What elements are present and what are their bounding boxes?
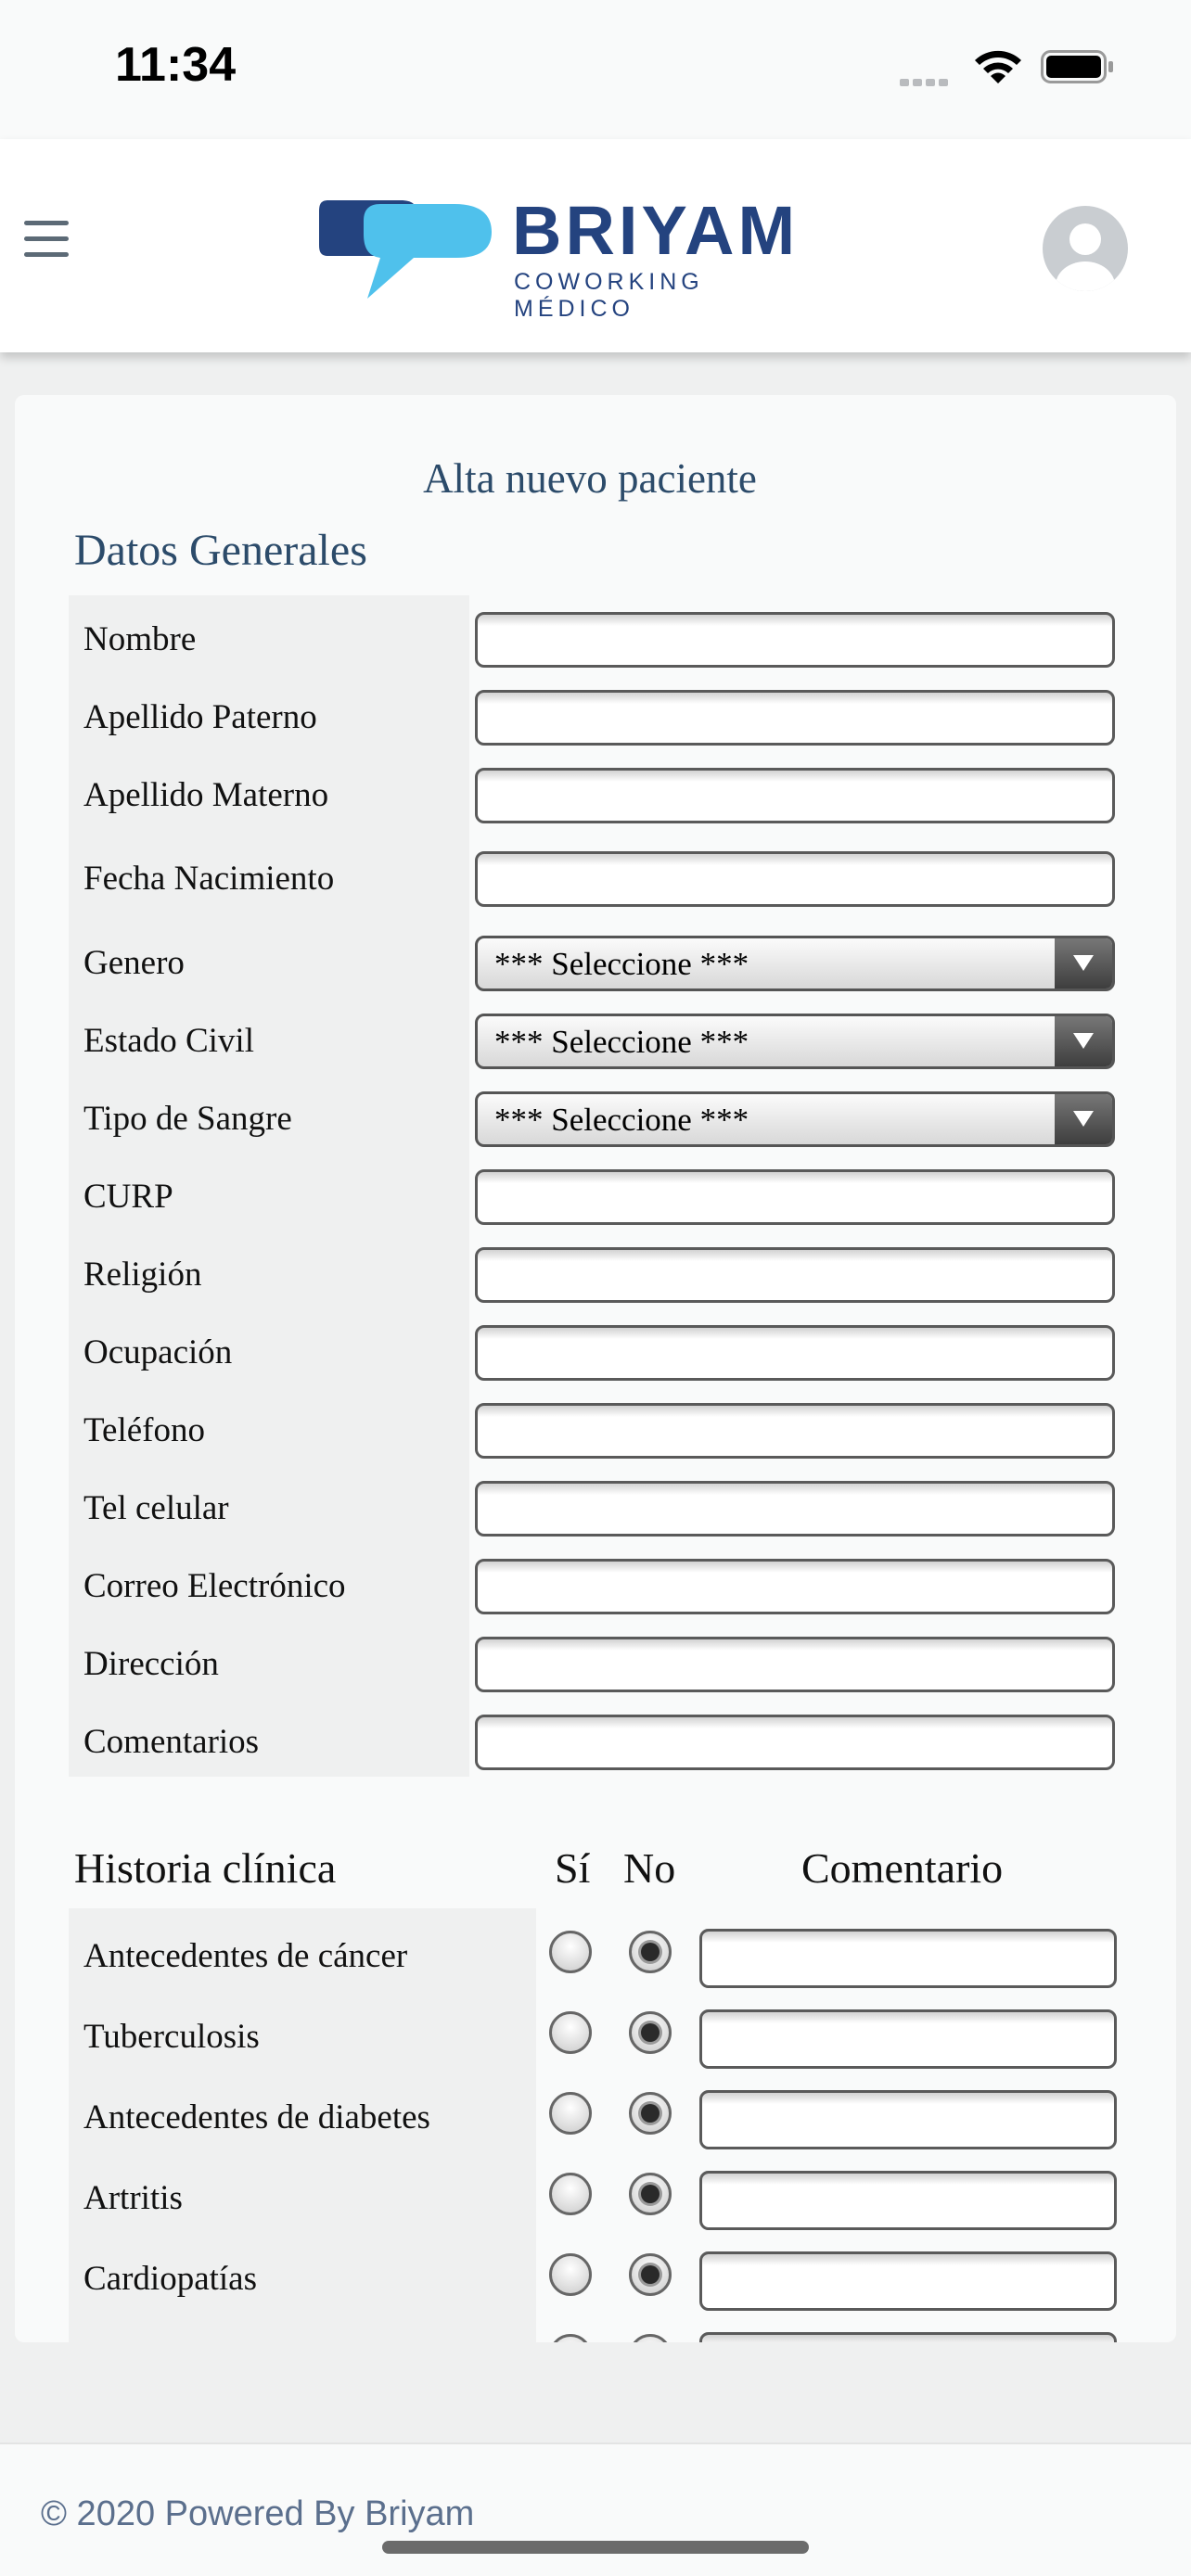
battery-icon (1041, 50, 1115, 83)
history-col-no: No (623, 1844, 676, 1892)
select-value: *** Seleccione *** (494, 1024, 749, 1060)
status-bar (0, 0, 1191, 139)
radio-si[interactable] (549, 2011, 592, 2054)
footer (0, 2442, 1191, 2576)
radio-si[interactable] (549, 1931, 592, 1973)
logo-bubble-icon (315, 197, 501, 304)
history-row-cancer (15, 1916, 1165, 1996)
history-row-artritis (15, 2158, 1165, 2238)
religion-input[interactable] (475, 1247, 1115, 1303)
field-label: Estado Civil (83, 1022, 254, 1060)
fecha-nacimiento-input[interactable] (475, 851, 1115, 907)
genero-select[interactable] (475, 936, 1115, 991)
tel-celular-input[interactable] (475, 1481, 1115, 1537)
chevron-down-icon (1055, 1094, 1112, 1144)
field-genero (15, 926, 1165, 1004)
radio-no[interactable] (629, 2334, 672, 2342)
radio-si[interactable] (549, 2092, 592, 2135)
radio-no[interactable] (629, 2173, 672, 2215)
history-label: Tuberculosis (83, 2018, 260, 2056)
field-direccion (15, 1627, 1165, 1705)
field-label: Apellido Paterno (83, 698, 317, 736)
apellido-materno-input[interactable] (475, 768, 1115, 823)
correo-input[interactable] (475, 1559, 1115, 1614)
history-label: Cardiopatías (83, 2260, 258, 2298)
history-header (15, 1843, 1165, 1908)
telefono-input[interactable] (475, 1403, 1115, 1459)
history-comment-input[interactable] (699, 2009, 1117, 2069)
home-indicator[interactable] (382, 2541, 809, 2554)
field-label: Apellido Materno (83, 776, 329, 814)
curp-input[interactable] (475, 1169, 1115, 1225)
field-label: Tipo de Sangre (83, 1100, 292, 1138)
radio-no[interactable] (629, 1931, 672, 1973)
field-telefono (15, 1394, 1165, 1472)
ocupacion-input[interactable] (475, 1325, 1115, 1381)
status-time: 11:34 (115, 38, 237, 92)
brand-name: BRIYAM (512, 192, 800, 269)
history-label: Antecedentes de diabetes (83, 2098, 430, 2136)
field-label: Tel celular (83, 1489, 229, 1527)
history-row-tuberculosis (15, 1996, 1165, 2077)
radio-si[interactable] (549, 2334, 592, 2342)
history-row-diabetes (15, 2077, 1165, 2158)
field-nombre (15, 603, 1165, 681)
comentarios-input[interactable] (475, 1715, 1115, 1770)
page-title: Alta nuevo paciente (423, 455, 757, 502)
history-section-title: Historia clínica (74, 1844, 337, 1892)
field-fecha-nacimiento (15, 842, 1165, 920)
history-label: Antecedentes de cáncer (83, 1937, 408, 1975)
chevron-down-icon (1055, 1016, 1112, 1066)
radio-no[interactable] (629, 2092, 672, 2135)
apellido-paterno-input[interactable] (475, 690, 1115, 746)
field-curp (15, 1160, 1165, 1238)
field-label: Teléfono (83, 1411, 205, 1449)
menu-icon[interactable] (24, 221, 69, 258)
field-religion (15, 1238, 1165, 1316)
radio-si[interactable] (549, 2253, 592, 2296)
history-col-comment: Comentario (801, 1844, 1004, 1892)
tipo-sangre-select[interactable] (475, 1091, 1115, 1147)
field-label: Dirección (83, 1645, 219, 1683)
history-col-yes: Sí (555, 1844, 591, 1892)
history-row-partial (15, 2319, 1165, 2342)
field-apellido-materno (15, 759, 1165, 836)
history-comment-input[interactable] (699, 2171, 1117, 2230)
history-label: Artritis (83, 2179, 183, 2217)
nombre-input[interactable] (475, 612, 1115, 668)
field-ocupacion (15, 1316, 1165, 1394)
briyam-logo[interactable] (315, 192, 835, 322)
field-label: Correo Electrónico (83, 1567, 346, 1605)
radio-si[interactable] (549, 2173, 592, 2215)
field-label: Religión (83, 1256, 202, 1294)
history-row-cardiopatias (15, 2238, 1165, 2319)
field-label: CURP (83, 1178, 173, 1216)
app-header (0, 139, 1191, 352)
history-comment-input[interactable] (699, 1929, 1117, 1988)
field-estado-civil (15, 1004, 1165, 1082)
history-comment-input[interactable] (699, 2251, 1117, 2311)
direccion-input[interactable] (475, 1637, 1115, 1692)
footer-copyright: © 2020 Powered By Briyam (41, 2494, 475, 2533)
brand-tagline: COWORKING MÉDICO (514, 269, 704, 322)
user-avatar-icon[interactable] (1043, 206, 1128, 291)
field-apellido-paterno (15, 681, 1165, 759)
radio-no[interactable] (629, 2253, 672, 2296)
wifi-icon (972, 46, 1024, 87)
field-tel-celular (15, 1472, 1165, 1549)
field-label: Fecha Nacimiento (83, 860, 335, 898)
select-value: *** Seleccione *** (494, 1102, 749, 1138)
history-comment-input[interactable] (699, 2090, 1117, 2149)
chevron-down-icon (1055, 938, 1112, 988)
select-value: *** Seleccione *** (494, 946, 749, 982)
field-tipo-sangre (15, 1082, 1165, 1160)
estado-civil-select[interactable] (475, 1014, 1115, 1069)
field-comentarios (15, 1705, 1165, 1783)
general-section-title: Datos Generales (74, 526, 367, 575)
field-label: Genero (83, 944, 185, 982)
field-correo (15, 1549, 1165, 1627)
field-label: Comentarios (83, 1723, 260, 1761)
cellular-signal-icon (900, 74, 952, 91)
history-comment-input[interactable] (699, 2332, 1117, 2342)
field-label: Ocupación (83, 1333, 233, 1371)
field-label: Nombre (83, 620, 197, 658)
patient-form-card (15, 395, 1176, 2342)
radio-no[interactable] (629, 2011, 672, 2054)
